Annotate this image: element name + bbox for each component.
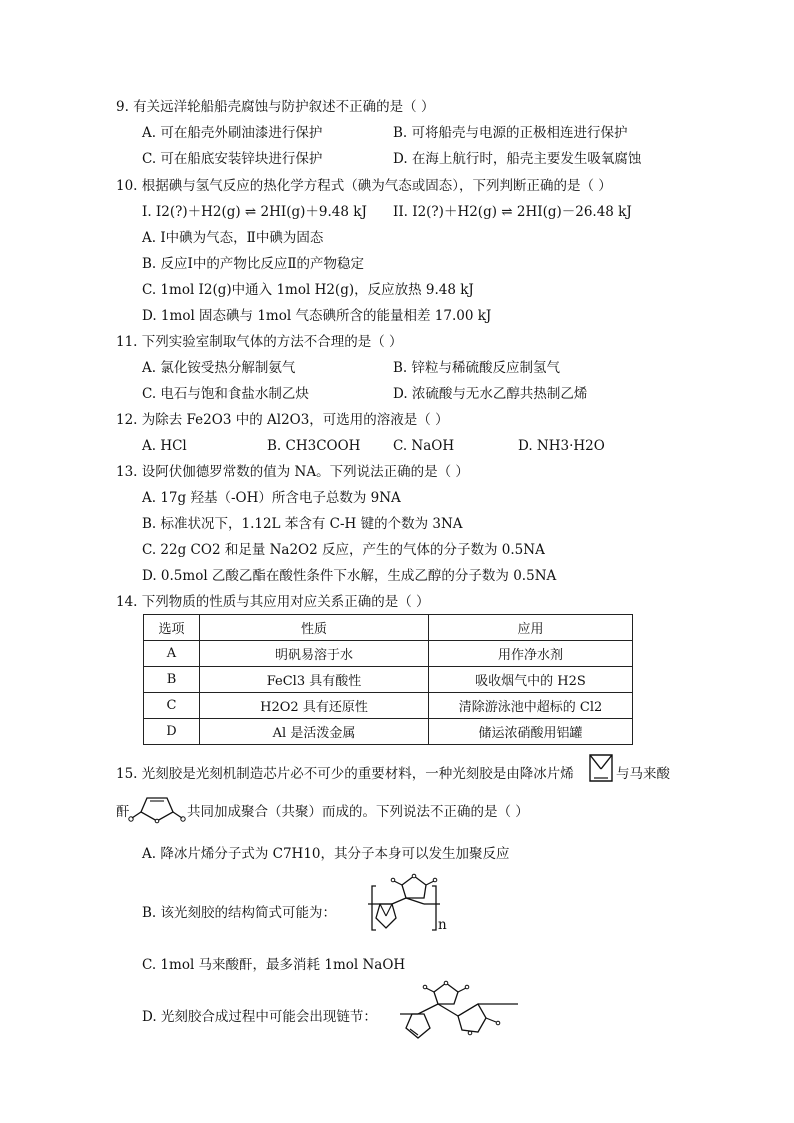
q12-option-c: C. NaOH [393, 438, 455, 454]
q13-option-a: A. 17g 羟基（-OH）所含电子总数为 9NA [142, 490, 401, 506]
q15-stem-line1-end: 与马来酸 [616, 766, 670, 782]
q9-option-c: C. 可在船底安装锌块进行保护 [142, 151, 323, 167]
q15-stem-line2-start: 酐 [116, 804, 130, 820]
q15-option-b: B. 该光刻胶的结构简式可能为： [142, 905, 337, 921]
table-cell: C [144, 693, 200, 719]
q11-option-b: B. 锌粒与稀硫酸反应制氢气 [393, 360, 561, 376]
q12-option-a: A. HCl [142, 438, 187, 454]
q11-option-d: D. 浓硫酸与无水乙醇共热制乙烯 [393, 386, 588, 402]
table-row [144, 719, 633, 745]
table-cell: B [144, 667, 200, 693]
q15-stem-line1: 15. 光刻胶是光刻机制造芯片必不可少的重要材料，一种光刻胶是由降冰片烯 [116, 766, 574, 782]
q10-option-c: C. 1mol I2(g)中通入 1mol H2(g)，反应放热 9.48 kJ [142, 282, 474, 298]
q11-option-a: A. 氯化铵受热分解制氨气 [142, 360, 296, 376]
table-header: 应用 [429, 615, 633, 641]
table-header: 选项 [144, 615, 200, 641]
q14-table [143, 614, 633, 745]
norbornene-structure [586, 751, 616, 785]
q9-option-b: B. 可将船壳与电源的正极相连进行保护 [393, 125, 628, 141]
q12-stem: 12. 为除去 Fe2O3 中的 Al2O3，可选用的溶液是（ ） [116, 412, 449, 428]
q11-option-c: C. 电石与饱和食盐水制乙炔 [142, 386, 309, 402]
table-cell: D [144, 719, 200, 745]
table-cell: A [144, 641, 200, 667]
q10-option-a: A. Ⅰ中碘为气态，Ⅱ中碘为固态 [142, 230, 324, 246]
q14-stem: 14. 下列物质的性质与其应用对应关系正确的是（ ） [116, 594, 430, 610]
q15-option-c: C. 1mol 马来酸酐，最多消耗 1mol NaOH [142, 957, 406, 973]
table-cell: 明矾易溶于水 [200, 641, 429, 667]
table-cell: Al 是活泼金属 [200, 719, 429, 745]
q9-option-d: D. 在海上航行时，船壳主要发生吸氧腐蚀 [393, 151, 642, 167]
q12-option-d: D. NH3·H2O [518, 438, 605, 454]
table-cell: 清除游泳池中超标的 Cl2 [429, 693, 633, 719]
q13-stem: 13. 设阿伏伽德罗常数的值为 NA。下列说法正确的是（ ） [116, 464, 469, 480]
table-row [144, 667, 633, 693]
q15-option-d: D. 光刻胶合成过程中可能会出现链节： [142, 1009, 377, 1025]
table-row [144, 693, 633, 719]
table-row [144, 641, 633, 667]
polymer-subscript-n: n [438, 917, 447, 933]
q10-option-d: D. 1mol 固态碘与 1mol 气态碘所含的能量相差 17.00 kJ [142, 308, 492, 324]
q13-option-b: B. 标准状况下，1.12L 苯含有 C-H 键的个数为 3NA [142, 516, 463, 532]
q10-option-b: B. 反应Ⅰ中的产物比反应Ⅱ的产物稳定 [142, 256, 365, 272]
q15-option-a: A. 降冰片烯分子式为 C7H10，其分子本身可以发生加聚反应 [142, 846, 510, 862]
table-cell: 吸收烟气中的 H2S [429, 667, 633, 693]
q9-option-a: A. 可在船壳外刷油漆进行保护 [142, 125, 323, 141]
table-cell: H2O2 具有还原性 [200, 693, 429, 719]
table-header: 性质 [200, 615, 429, 641]
q10-equation-2: II. I2(?)＋H2(g) ⇌ 2HI(g)－26.48 kJ [393, 204, 632, 220]
q11-stem: 11. 下列实验室制取气体的方法不合理的是（ ） [116, 334, 403, 350]
maleic-anhydride-structure [127, 788, 187, 824]
q12-option-b: B. CH3COOH [267, 438, 361, 454]
q15-stem-line2: 共同加成聚合（共聚）而成的。下列说法不正确的是（ ） [187, 804, 529, 820]
table-cell: FeCl3 具有酸性 [200, 667, 429, 693]
chain-segment-structure [398, 978, 522, 1042]
table-header-row [144, 615, 633, 641]
q9-stem: 9. 有关远洋轮船船壳腐蚀与防护叙述不正确的是（ ） [116, 99, 435, 115]
q13-option-c: C. 22g CO2 和足量 Na2O2 反应，产生的气体的分子数为 0.5NA [142, 542, 545, 558]
q10-stem: 10. 根据碘与氢气反应的热化学方程式（碘为气态或固态），下列判断正确的是（ ） [116, 178, 612, 194]
table-cell: 储运浓硝酸用铝罐 [429, 719, 633, 745]
q10-equation-1: I. I2(?)＋H2(g) ⇌ 2HI(g)＋9.48 kJ [142, 204, 367, 220]
q13-option-d: D. 0.5mol 乙酸乙酯在酸性条件下水解，生成乙醇的分子数为 0.5NA [142, 568, 557, 584]
table-cell: 用作净水剂 [429, 641, 633, 667]
